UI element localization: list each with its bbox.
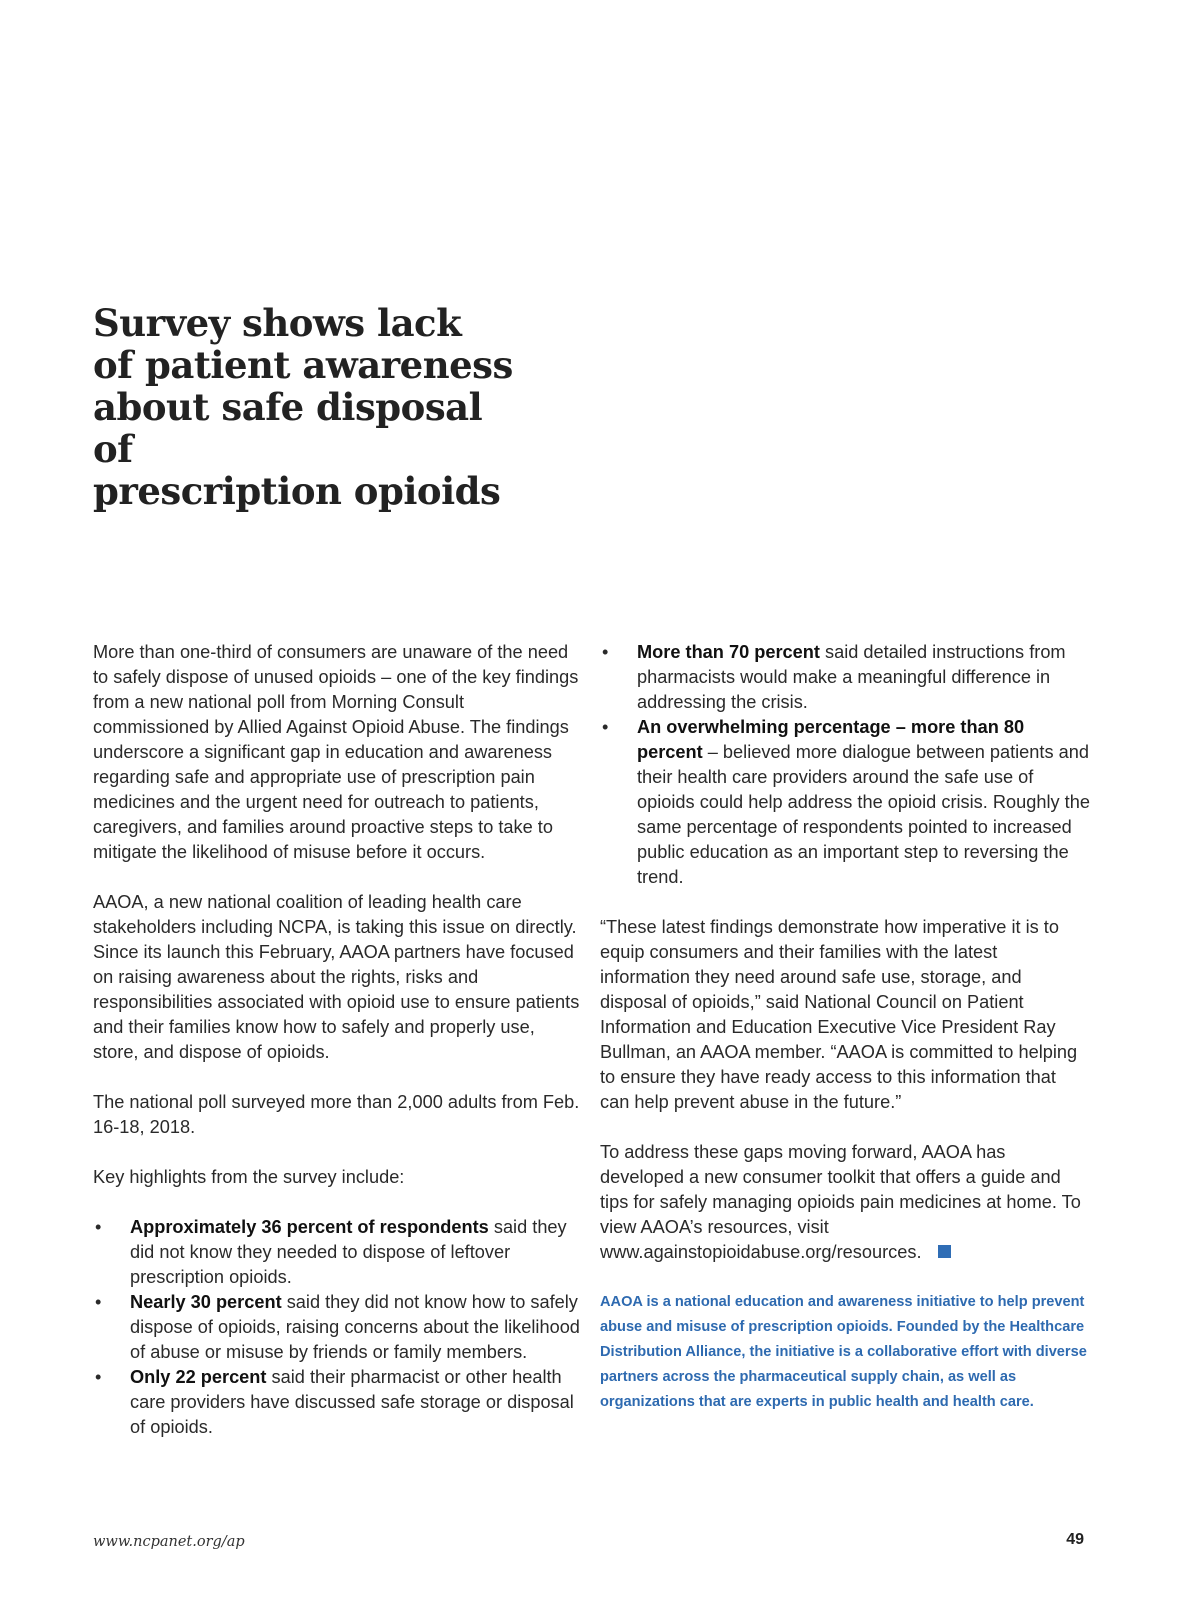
toolkit-paragraph	[600, 1140, 1090, 1265]
title-line: prescription opioids	[93, 469, 501, 513]
bullet-text: said they did not know they needed to dispose of leftover prescription opioids.	[130, 1217, 567, 1287]
bullet-bold: Only 22 percent	[130, 1367, 267, 1387]
left-column	[93, 640, 583, 1440]
article-title	[93, 302, 513, 512]
about-aaoa: AAOA is a national education and awareness initiative to help prevent abuse and misuse of prescription opioids. Founded by the Healthcare Distribution Alliance, the initiative is a collaborative effort with diverse partners across the pharmaceutical supply chain, as well as organizations that are experts in public health and health care.	[600, 1294, 1087, 1410]
highlights-list	[93, 1215, 583, 1440]
bullet-text: said detailed instructions from pharmacists would make a meaningful difference in addressing the crisis.	[637, 642, 1066, 712]
list-item	[93, 1215, 583, 1290]
bullet-text: said they did not know how to safely dispose of opioids, raising concerns about the likelihood of abuse or misuse by friends or family members.	[130, 1292, 580, 1362]
page-number: 49	[1066, 1531, 1084, 1548]
coalition-paragraph: AAOA, a new national coalition of leading health care stakeholders including NCPA, is taking this issue on directly. Since its launch this February, AAOA partners have focused on raising awareness about the rights, risks and responsibilities associated with opioid use to ensure patients and their families know how to safely and properly use, store, and dispose of opioids.	[93, 892, 580, 1062]
list-item	[93, 1365, 583, 1440]
footer-url: www.ncpanet.org/ap	[93, 1534, 245, 1550]
list-item	[600, 715, 1090, 890]
title-line: Survey shows lack	[93, 301, 462, 345]
toolkit-text: To address these gaps moving forward, AAOA has developed a new consumer toolkit that offers a guide and tips for safely managing opioids pain medicines at home. To view AAOA’s resources, visit www.againstopioidabuse.org/resources.	[600, 1142, 1081, 1262]
quote-paragraph: “These latest findings demonstrate how imperative it is to equip consumers and their families with the latest information they need around safe use, storage, and disposal of opioids,” said National Council on Patient Information and Education Executive Vice President Ray Bullman, an AAOA member. “AAOA is committed to helping to ensure they have ready access to this information that can help prevent abuse in the future.”	[600, 917, 1078, 1112]
bullet-text: – believed more dialogue between patients and their health care providers around the safe use of opioids could help address the opioid crisis. Roughly the same percentage of respondents pointed to increased public education as an important step to reversing the trend.	[637, 742, 1090, 887]
bullet-bold: Approximately 36 percent of respondents	[130, 1217, 489, 1237]
title-line: of patient awareness	[93, 343, 513, 387]
title-line: about safe disposal of	[93, 385, 483, 471]
bullet-bold: An overwhelming percentage – more than 80 percent	[637, 717, 1025, 762]
intro-paragraph: More than one-third of consumers are unaware of the need to safely dispose of unused opioids – one of the key findings from a new national poll from Morning Consult commissioned by Allied Against Opioid Abuse. The findings underscore a significant gap in education and awareness regarding safe and appropriate use of prescription pain medicines and the urgent need for outreach to patients, caregivers, and families around proactive steps to take to mitigate the likelihood of misuse before it occurs.	[93, 642, 579, 862]
bullet-bold: Nearly 30 percent	[130, 1292, 282, 1312]
bullet-bold: More than 70 percent	[637, 642, 820, 662]
list-item	[600, 640, 1090, 715]
end-mark-icon	[938, 1245, 951, 1258]
highlights-intro: Key highlights from the survey include:	[93, 1167, 405, 1187]
bullet-text: said their pharmacist or other health care providers have discussed safe storage or disposal of opioids.	[130, 1367, 574, 1437]
poll-paragraph: The national poll surveyed more than 2,000 adults from Feb. 16-18, 2018.	[93, 1092, 580, 1137]
list-item	[93, 1290, 583, 1365]
highlights-list-continued	[600, 640, 1090, 890]
right-column	[600, 640, 1090, 1415]
